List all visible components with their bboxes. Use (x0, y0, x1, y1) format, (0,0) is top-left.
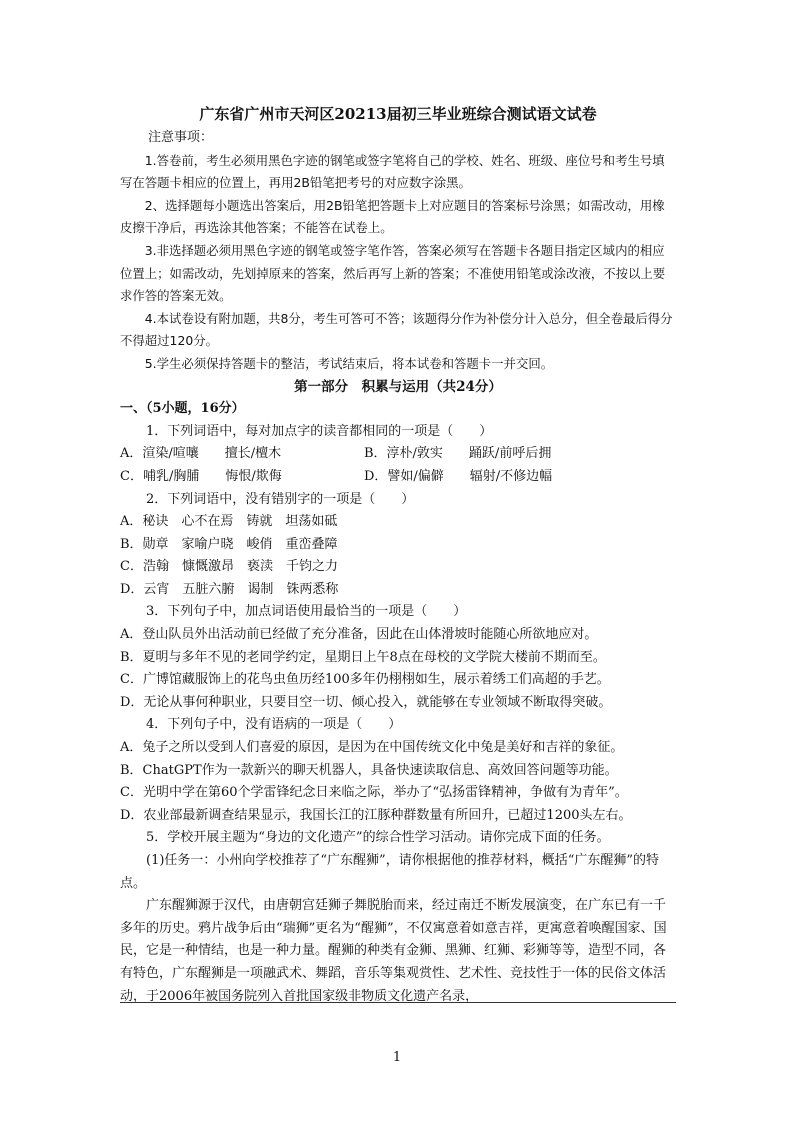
notice-heading: 注意事项： (148, 130, 214, 145)
q3-option-b: B．夏明与多年不见的老同学约定，星期日上午8点在母校的文学院大楼前不期而至。 (120, 649, 606, 665)
page-content (120, 103, 676, 1008)
q4-stem: 4．下列句子中，没有语病的一项是（ ） (146, 717, 402, 733)
q2-option-a: A．秘诀 心不在焉 铸就 坦荡如砥 (120, 514, 338, 530)
q5-stem: 5．学校开展主题为“身边的文化遗产”的综合性学习活动。请你完成下面的任务。 (146, 830, 610, 846)
part1-heading: 第一部分 积累与运用（共24分） (294, 378, 502, 395)
q1-option-a: A．渲染/喧嚷 擅长/檀木 (120, 446, 282, 462)
q3-option-a: A．登山队员外出活动前已经做了充分准备，因此在山体滑坡时能随心所欲地应对。 (120, 627, 598, 643)
page-number: 1 (392, 1050, 402, 1065)
notice-item-2: 2、选择题每小题选出答案后，用2B铅笔把答题卡上对应题目的答案标号涂黑；如需改动，用橡皮擦干净后，再选涂其他答案；不能答在试卷上。 (120, 197, 665, 236)
q3-option-c: C．广博馆藏服饰上的花鸟虫鱼历经100多年仍栩栩如生，展示着绣工们高超的手艺。 (120, 672, 610, 688)
q4-option-b: B．ChatGPT作为一款新兴的聊天机器人，具备快速读取信息、高效回答问题等功能。 (120, 762, 618, 778)
q1-options (120, 443, 676, 488)
q2-option-b: B．勋章 家喻户晓 峻俏 重峦叠障 (120, 536, 338, 552)
notice-item-3: 3.非选择题必须用黑色字迹的钢笔或签字笔作答，答案必须写在答题卡各题目指定区域内的相应位置上；如需改动，先划掉原来的答案，然后再写上新的答案；不准使用铅笔或涂改液，不按以上要求作答的答案无效。 (120, 242, 666, 304)
q5-task1: (1)任务一：小州向学校推荐了“广东醒狮”，请你根据他的推荐材料，概括“广东醒狮”的特点。 (120, 853, 659, 891)
q3-stem: 3．下列句子中，加点词语使用最恰当的一项是（ ） (146, 604, 467, 620)
footer-divider (120, 1002, 676, 1003)
q4-option-c: C．光明中学在第60个学雷锋纪念日来临之际，举办了“弘扬雷锋精神，争做有为青年”。 (120, 785, 628, 801)
q1-option-c: C．哺乳/胸脯 悔恨/欺侮 (120, 468, 282, 484)
q2-option-c: C．浩翰 慷慨激昂 亵渎 千钧之力 (120, 559, 338, 575)
notice-item-1: 1.答卷前，考生必须用黑色字迹的钢笔或签字笔将自己的学校、姓名、班级、座位号和考生号填写在答题卡相应的位置上，再用2B铅笔把考号的对应数字涂黑。 (120, 152, 665, 191)
q5-material: 广东醒狮源于汉代，由唐朝宫廷狮子舞脱胎而来，经过南迁不断发展演变，在广东已有一千多年的历史。鸦片战争后由“瑞狮”更名为“醒狮”，不仅寓意着如意吉祥，更寓意着唤醒国家、国民，它是一种情结，也是一种力量。醒狮的种类有金狮、黑狮、红狮、彩狮等等，造型不同，各有特色，广东醒狮是一项融武术、舞蹈，音乐等集观赏性、艺术性、竞技性于一体的民俗文体活动，于2006年被国务院列入首批国家级非物质文化遗产名录， (120, 898, 667, 1004)
q4-option-d: D．农业部最新调查结果显示，我国长江的江豚种群数量有所回升，已超过1200头左右。 (120, 807, 632, 823)
q4-options (120, 737, 676, 827)
q2-stem: 2．下列词语中，没有错别字的一项是（ ） (146, 491, 415, 507)
notice-item-4: 4.本试卷设有附加题，共8分，考生可答可不答；该题得分作为补偿分计入总分，但全卷最后得分不得超过120分。 (120, 310, 673, 349)
exam-title: 广东省广州市天河区20213届初三毕业班综合测试语文试卷 (199, 105, 597, 123)
q2-option-d: D．云宵 五脏六腑 谒制 铢两悉称 (120, 581, 339, 597)
q1-stem: 1．下列词语中，每对加点字的读音都相同的一项是（ ） (146, 423, 493, 439)
q2-options (120, 511, 676, 601)
notice-item-5: 5.学生必须保持答题卡的整洁，考试结束后，将本试卷和答题卡一并交回。 (144, 355, 554, 371)
q1-option-b: B．淳朴/敦实 踊跃/前呼后拥 (364, 446, 552, 462)
q3-options (120, 624, 676, 714)
q1-option-d: D．譬如/偏僻 辐射/不修边幅 (364, 468, 553, 484)
section-1-heading: 一、（5小题，16分） (120, 401, 245, 417)
q4-option-a: A．兔子之所以受到人们喜爱的原因，是因为在中国传统文化中兔是美好和吉祥的象征。 (120, 740, 624, 756)
q3-option-d: D．无论从事何种职业，只要目空一切、倾心投入，就能够在专业领域不断取得突破。 (120, 694, 612, 710)
